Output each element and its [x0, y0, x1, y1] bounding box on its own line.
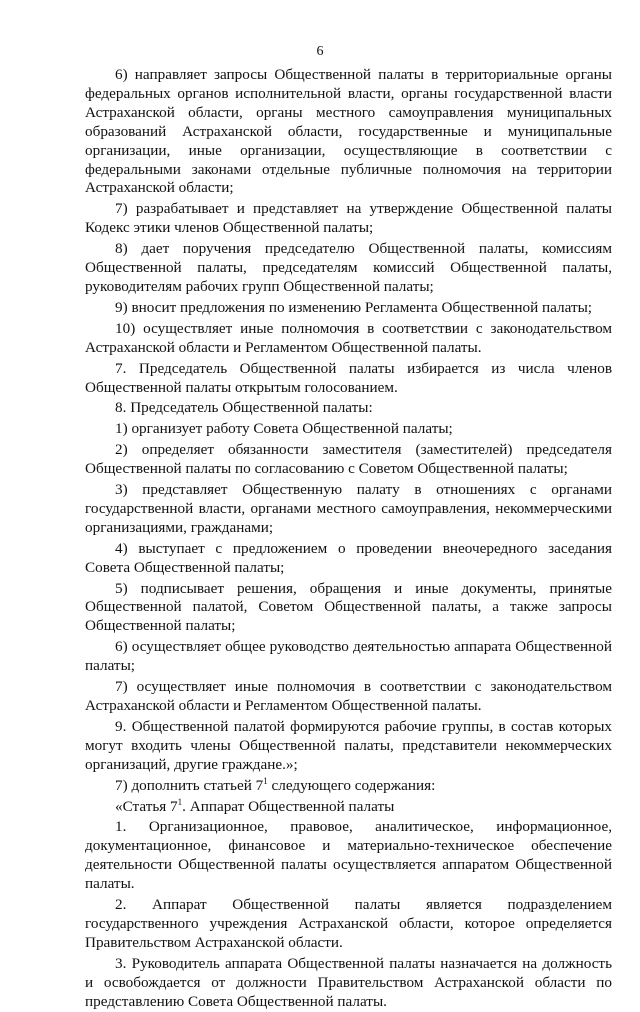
paragraph: 7) разрабатывает и представляет на утверждение Общественной палаты Кодекс этики членов Общественной палаты;: [85, 200, 612, 237]
paragraph: 8. Председатель Общественной палаты:: [115, 399, 373, 417]
paragraph: 9. Общественной палатой формируются рабочие группы, в состав которых могут входить члены Общественной палаты, представители некоммерческих организаций, другие граждане.»;: [85, 717, 612, 773]
paragraph: 1) организует работу Совета Общественной палаты;: [115, 420, 453, 438]
paragraph: 7) осуществляет иные полномочия в соответствии с законодательством Астраханской области и Регламентом Общественной палаты.: [85, 678, 612, 714]
paragraph: 6) направляет запросы Общественной палаты в территориальные органы федеральных органов исполнительной власти, органы государственной власти Астраханской области, органы местного самоуправления муниципальных образований Астраханской области, государственные и муниципальные организации, иные организации, осуществляющие в соответствии с федеральными законами отдельные публичные полномочия на территории Астраханской области;: [85, 66, 612, 197]
paragraph: 10) осуществляет иные полномочия в соответствии с законодательством Астраханской области и Регламентом Общественной палаты.: [85, 319, 612, 356]
superscript: 1: [263, 775, 268, 786]
paragraph: 2. Аппарат Общественной палаты является подразделением государственного учреждения Астраханской области, которое определяется Правительством Астраханской области.: [85, 896, 612, 951]
paragraph: 8) дает поручения председателю Общественной палаты, комиссиям Общественной палаты, председателям комиссий Общественной палаты, руководителям рабочих групп Общественной палаты;: [85, 240, 612, 295]
paragraph: 2) определяет обязанности заместителя (заместителей) председателя Общественной палаты по согласованию с Советом Общественной палаты;: [85, 441, 612, 478]
paragraph: 7. Председатель Общественной палаты избирается из числа членов Общественной палаты открытым голосованием.: [85, 359, 612, 396]
superscript: 1: [177, 796, 183, 807]
paragraph: 7) дополнить статьей $7^1$ следующего содержания:: [115, 775, 436, 794]
paragraph: 3) представляет Общественную палату в отношениях с органами государственной власти, органами местного самоуправления, некоммерческими организациями, гражданами;: [85, 481, 612, 536]
paragraph: 6) осуществляет общее руководство деятельностью аппарата Общественной палаты;: [85, 638, 612, 675]
paragraph: 9) вносит предложения по изменению Регламента Общественной палаты;: [115, 298, 593, 316]
page-number: 6: [316, 44, 324, 59]
paragraph: 3. Руководитель аппарата Общественной палаты назначается на должность и освобождается от должности Правительством Астраханской области по представлению Совета Общественной палаты.: [85, 954, 612, 1010]
document-body: [85, 66, 612, 1012]
paragraph: 5) подписывает решения, обращения и иные документы, принятые Общественной палатой, Советом Общественной палаты, а также запросы Общественной палаты;: [85, 579, 612, 635]
paragraph: 4) выступает с предложением о проведении внеочередного заседания Совета Общественной палаты;: [85, 539, 612, 576]
article-heading: «Статья $7^1$. Аппарат Общественной палаты: [115, 796, 395, 815]
paragraph: 1. Организационное, правовое, аналитическое, информационное, документационное, финансовое и материально-техническое обеспечение деятельности Общественной палаты осуществляется аппаратом Общественной палаты.: [85, 818, 612, 893]
